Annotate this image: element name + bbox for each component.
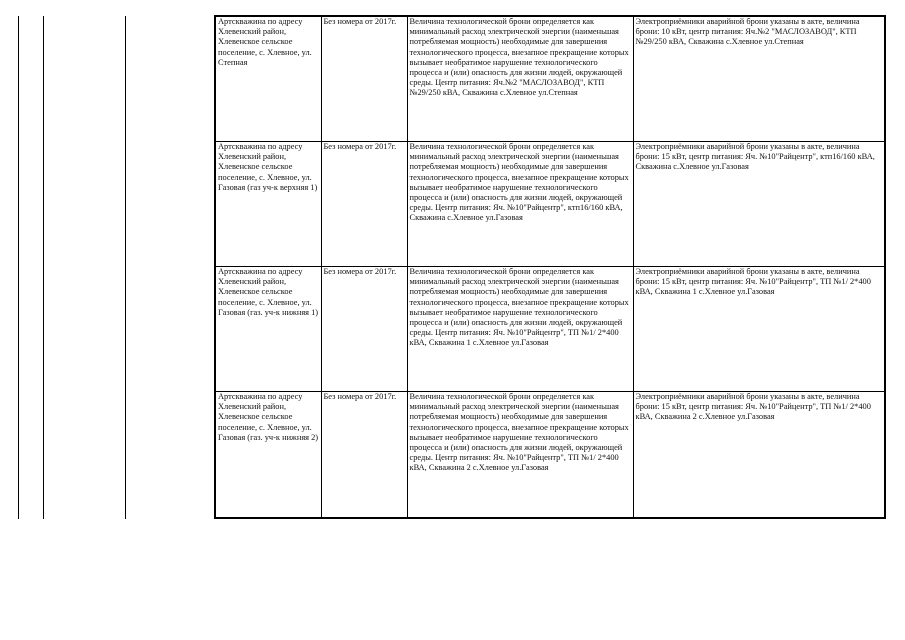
emergency-reserve-table [214,15,886,519]
left-border-line-1 [18,16,19,519]
note-cell: Электроприёмники аварийной брони указаны в акте, величина брони: 15 кВт, центр питания: Яч. №10"Райцентр", ТП №1/ 2*400 кВА, Скважина 1 с.Хлевное ул.Газовая [633,267,885,392]
document-cell: Без номера от 2017г. [321,392,407,519]
object-cell: Артскважина по адресу Хлевенский район, Хлевенское сельское поселение, с. Хлевное, ул. Газовая (газ уч-к верхняя 1) [215,142,321,267]
table-row [215,16,885,142]
document-cell: Без номера от 2017г. [321,267,407,392]
object-cell: Артскважина по адресу Хлевенский район, Хлевенское сельское поселение, с. Хлевное, ул. Газовая (газ. уч-к нижняя 1) [215,267,321,392]
description-cell: Величина технологической брони определяется как минимальный расход электрической энергии (наименьшая потребляемая мощность) необходимые для завершения технологического процесса, внезапное прекращение которых вызывает необратимое нарушение технологического процесса и (или) опасность для жизни людей, окружающей среды. Центр питания: Яч.№2 "МАСЛОЗАВОД", КТП №29/250 кВА, Скважина с.Хлевное ул.Степная [407,16,633,142]
document-cell: Без номера от 2017г. [321,16,407,142]
object-cell: Артскважина по адресу Хлевенский район, Хлевенское сельское поселение, с. Хлевное, ул. Степная [215,16,321,142]
table-row [215,267,885,392]
left-border-line-2 [43,16,44,519]
description-cell: Величина технологической брони определяется как минимальный расход электрической энергии (наименьшая потребляемая мощность) необходимые для завершения технологического процесса, внезапное прекращение которых вызывает необратимое нарушение технологического процесса и (или) опасность для жизни людей, окружающей среды. Центр питания: Яч. №10"Райцентр", ктп16/160 кВА, Скважина с.Хлевное ул.Газовая [407,142,633,267]
description-cell: Величина технологической брони определяется как минимальный расход электрической энергии (наименьшая потребляемая мощность) необходимые для завершения технологического процесса, внезапное прекращение которых вызывает необратимое нарушение технологического процесса и (или) опасность для жизни людей, окружающей среды. Центр питания: Яч. №10"Райцентр", ТП №1/ 2*400 кВА, Скважина 2 с.Хлевное ул.Газовая [407,392,633,519]
description-cell: Величина технологической брони определяется как минимальный расход электрической энергии (наименьшая потребляемая мощность) необходимые для завершения технологического процесса, внезапное прекращение которых вызывает необратимое нарушение технологического процесса и (или) опасность для жизни людей, окружающей среды. Центр питания: Яч. №10"Райцентр", ТП №1/ 2*400 кВА, Скважина 1 с.Хлевное ул.Газовая [407,267,633,392]
note-cell: Электроприёмники аварийной брони указаны в акте, величина брони: 15 кВт, центр питания: Яч. №10"Райцентр", ктп16/160 кВА, Скважина с.Хлевное ул.Газовая [633,142,885,267]
left-border-line-3 [125,16,126,519]
note-cell: Электроприёмники аварийной брони указаны в акте, величина брони: 10 кВт, центр питания: Яч.№2 "МАСЛОЗАВОД", КТП №29/250 кВА, Скважина с.Хлевное ул.Степная [633,16,885,142]
table-row [215,142,885,267]
table-row [215,392,885,519]
document-cell: Без номера от 2017г. [321,142,407,267]
object-cell: Артскважина по адресу Хлевенский район, Хлевенское сельское поселение, с. Хлевное, ул. Газовая (газ. уч-к нижняя 2) [215,392,321,519]
note-cell: Электроприёмники аварийной брони указаны в акте, величина брони: 15 кВт, центр питания: Яч. №10"Райцентр", ТП №1/ 2*400 кВА, Скважина 2 с.Хлевное ул.Газовая [633,392,885,519]
